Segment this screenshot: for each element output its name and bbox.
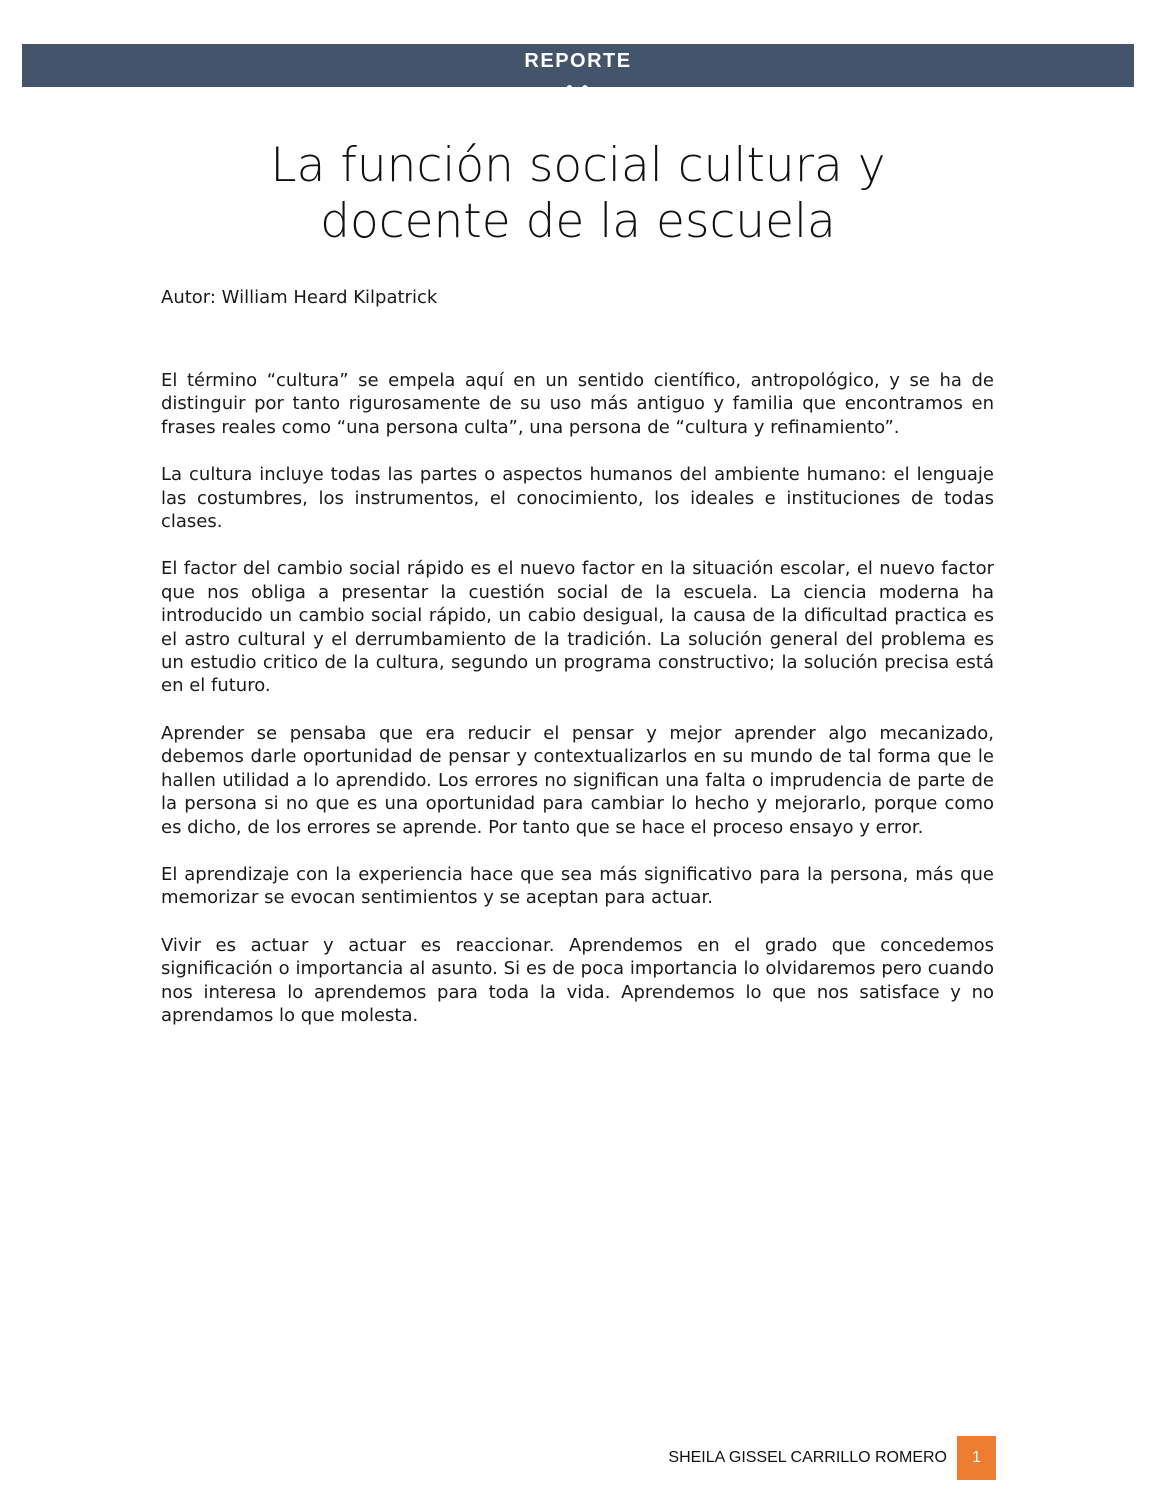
page-footer	[668, 1436, 996, 1480]
header-clipped-text: • •	[565, 78, 591, 100]
paragraph: Aprender se pensaba que era reducir el pensar y mejor aprender algo mecanizado, debemos darle oportunidad de pensar y contextualizarlos en su mundo de tal forma que le hallen utilidad a lo aprendido. Los errores no significan una falta o imprudencia de parte de la persona si no que es una oportunidad para cambiar lo hecho y mejorarlo, porque como es dicho, de los errores se aprende. Por tanto que se hace el proceso ensayo y error.	[161, 722, 994, 838]
paragraph: Vivir es actuar y actuar es reaccionar. Aprendemos en el grado que concedemos significación o importancia al asunto. Si es de poca importancia lo olvidaremos pero cuando nos interesa lo aprendemos para toda la vida. Aprendemos lo que nos satisface y no aprendamos lo que molesta.	[161, 934, 994, 1026]
paragraph: El aprendizaje con la experiencia hace que sea más significativo para la persona, más que memorizar se evocan sentimientos y se aceptan para actuar.	[161, 863, 994, 909]
paragraph: La cultura incluye todas las partes o aspectos humanos del ambiente humano: el lenguaje las costumbres, los instrumentos, el conocimiento, los ideales e instituciones de todas clases.	[161, 464, 994, 533]
document-title-line-2: docente de la escuela	[320, 194, 836, 249]
page-number-badge: 1	[957, 1436, 996, 1480]
paragraph: El término “cultura” se empela aquí en un sentido científico, antropológico, y se ha de distinguir por tanto rigurosamente de su uso más antiguo y familia que encontramos en frases reales como “una persona culta”, una persona de “cultura y refinamiento”.	[161, 370, 994, 438]
header-bar	[22, 44, 1134, 100]
header-label: REPORTE	[524, 50, 632, 72]
document-author: Autor: William Heard Kilpatrick	[161, 287, 438, 308]
paragraph: El factor del cambio social rápido es el nuevo factor en la situación escolar, el nuevo factor que nos obliga a presentar la cuestión social de la escuela. La ciencia moderna ha introducido un cambio social rápido, un cabio desigual, la causa de la dificultad practica es el astro cultural y el derrumbamiento de la tradición. La solución general del problema es un estudio critico de la cultura, segundo un programa constructivo; la solución precisa está en el futuro.	[161, 558, 994, 697]
document-body	[161, 369, 994, 1051]
document-title-line-1: La función social cultura y	[270, 138, 886, 193]
footer-author-name: SHEILA GISSEL CARRILLO ROMERO	[668, 1449, 947, 1466]
document-title	[160, 138, 996, 250]
